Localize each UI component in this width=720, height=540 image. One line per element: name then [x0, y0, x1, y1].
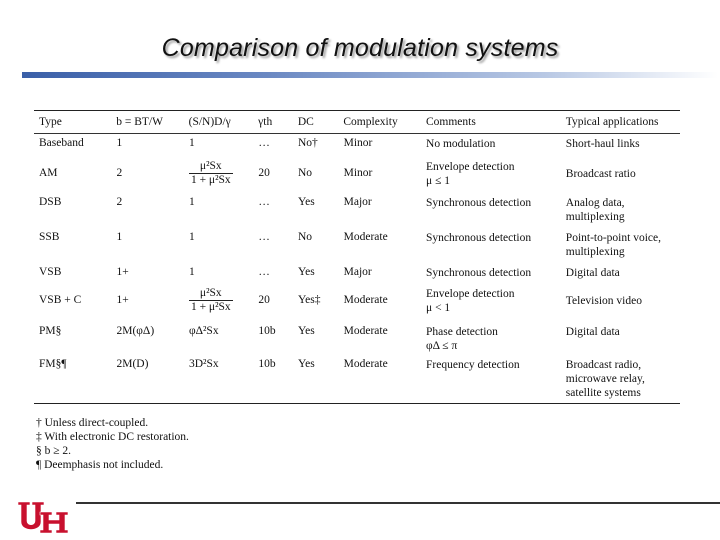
cell-comments: Envelope detection μ < 1	[426, 288, 515, 314]
header-threshold: γth	[258, 116, 273, 128]
cell-dc: Yes‡	[297, 294, 321, 306]
footnotes	[36, 416, 189, 472]
title-underline	[22, 72, 718, 78]
cell-dc: No	[297, 167, 313, 179]
table-row	[34, 355, 680, 401]
cell-type: AM	[39, 167, 58, 179]
cell-complexity: Minor	[343, 137, 373, 149]
comparison-table-container	[34, 110, 680, 404]
header-applications: Typical applications	[565, 116, 659, 128]
cell-type: VSB + C	[39, 294, 82, 306]
footnote: ¶ Deemphasis not included.	[36, 459, 164, 471]
cell-threshold: …	[258, 196, 270, 208]
cell-threshold: 10b	[258, 358, 276, 370]
cell-type: FM§¶	[39, 358, 67, 370]
cell-threshold: …	[258, 231, 270, 243]
header-comments: Comments	[426, 116, 476, 128]
cell-comments: Frequency detection	[426, 359, 520, 371]
cell-comments: Phase detection φΔ ≤ π	[426, 326, 498, 352]
cell-applications: Broadcast ratio	[565, 168, 636, 180]
cell-b: 1	[116, 137, 123, 149]
header-type: Type	[39, 116, 62, 128]
table-row	[34, 228, 680, 263]
header-complexity: Complexity	[343, 116, 398, 128]
cell-type: DSB	[39, 196, 62, 208]
cell-b: 2	[116, 167, 123, 179]
cell-dc: Yes	[297, 266, 315, 278]
header-snr: (S/N)D/γ	[188, 116, 231, 128]
cell-type: SSB	[39, 231, 60, 243]
cell-type: VSB	[39, 266, 62, 278]
table-row	[34, 157, 680, 193]
cell-b: 1+	[116, 294, 129, 306]
cell-comments: Synchronous detection	[426, 197, 532, 209]
cell-b: 1	[116, 231, 123, 243]
uh-logo	[16, 500, 74, 536]
cell-snr: 3D²Sx	[188, 358, 219, 370]
cell-snr: 1	[188, 137, 195, 149]
cell-dc: Yes	[297, 196, 315, 208]
cell-comments: Synchronous detection	[426, 267, 532, 279]
cell-snr: 1	[188, 196, 195, 208]
footnote: § b ≥ 2.	[36, 445, 72, 457]
table-header-row	[34, 111, 680, 133]
cell-complexity: Moderate	[343, 294, 388, 306]
slide-title: Comparison of modulation systems	[161, 34, 559, 62]
cell-b: 2	[116, 196, 123, 208]
cell-snr: 1	[188, 231, 195, 243]
comparison-table-body	[34, 134, 680, 401]
snr-fraction	[189, 287, 233, 314]
fraction-denominator: 1 + μ²Sx	[190, 174, 231, 186]
cell-type: PM§	[39, 325, 62, 337]
cell-type: Baseband	[39, 137, 84, 149]
cell-dc: Yes	[297, 358, 315, 370]
cell-applications: Short-haul links	[565, 138, 640, 150]
cell-snr: 1	[188, 266, 195, 278]
cell-complexity: Major	[343, 196, 372, 208]
cell-comments: No modulation	[426, 138, 496, 150]
cell-dc: No†	[297, 137, 318, 149]
snr-fraction	[189, 160, 233, 187]
table-row	[34, 322, 680, 355]
fraction-denominator: 1 + μ²Sx	[190, 301, 231, 313]
cell-comments: Envelope detection μ ≤ 1	[426, 161, 515, 187]
cell-applications: Television video	[565, 295, 642, 307]
cell-b: 1+	[116, 266, 129, 278]
cell-threshold: 20	[258, 294, 270, 306]
cell-snr: φΔ²Sx	[188, 325, 219, 337]
cell-threshold: …	[258, 137, 270, 149]
cell-applications: Digital data	[565, 267, 620, 279]
cell-b: 2M(D)	[116, 358, 149, 370]
cell-complexity: Major	[343, 266, 372, 278]
cell-complexity: Moderate	[343, 325, 388, 337]
cell-snr	[189, 284, 258, 322]
fraction-numerator: μ²Sx	[199, 160, 222, 172]
cell-applications: Digital data	[565, 326, 620, 338]
header-bandwidth-ratio: b = BT/W	[116, 116, 163, 128]
cell-b: 2M(φΔ)	[116, 325, 155, 337]
cell-threshold: 20	[258, 167, 270, 179]
cell-complexity: Moderate	[343, 358, 388, 370]
cell-applications: Analog data, multiplexing	[565, 197, 625, 223]
cell-threshold: …	[258, 266, 270, 278]
cell-complexity: Moderate	[343, 231, 388, 243]
cell-threshold: 10b	[258, 325, 276, 337]
table-row	[34, 134, 680, 157]
comparison-table	[34, 111, 680, 133]
cell-applications: Point-to-point voice, multiplexing	[565, 232, 661, 258]
footnote: ‡ With electronic DC restoration.	[36, 431, 189, 443]
table-bottom-rule	[34, 403, 680, 404]
footnote: † Unless direct-coupled.	[36, 417, 149, 429]
header-dc: DC	[297, 116, 314, 128]
footer-rule	[76, 502, 720, 504]
table-row	[34, 193, 680, 228]
table-row	[34, 284, 680, 322]
table-row	[34, 263, 680, 284]
fraction-numerator: μ²Sx	[199, 287, 222, 299]
cell-complexity: Minor	[343, 167, 373, 179]
cell-comments: Synchronous detection	[426, 232, 532, 244]
cell-snr	[189, 157, 258, 193]
cell-applications: Broadcast radio, microwave relay, satellite systems	[565, 359, 645, 399]
cell-dc: No	[297, 231, 313, 243]
cell-dc: Yes	[297, 325, 315, 337]
